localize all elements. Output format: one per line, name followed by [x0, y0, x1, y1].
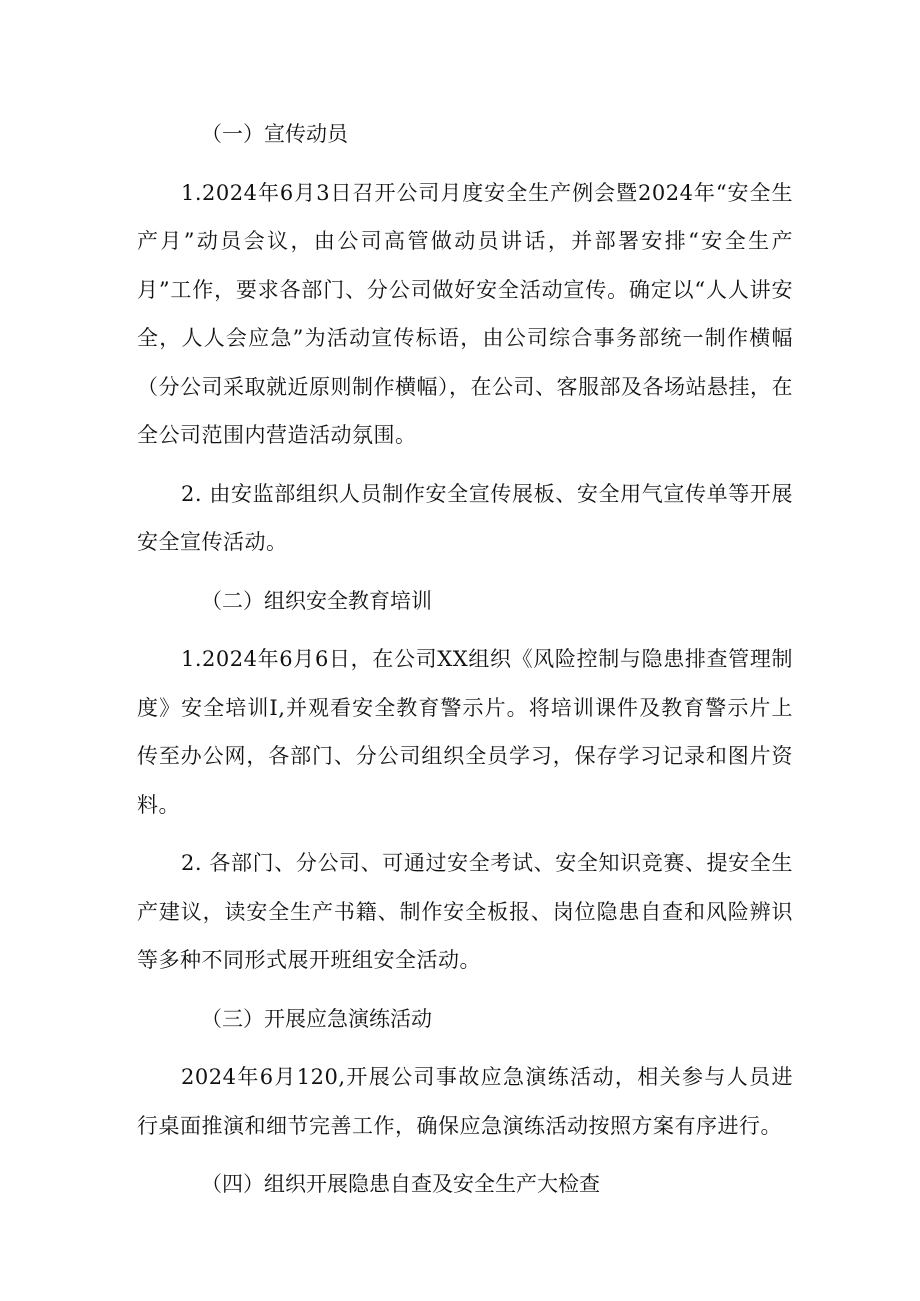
- section-heading-2: （二）组织安全教育培训: [201, 588, 432, 613]
- paragraph-2-2: 2. 各部门、分公司、可通过安全考试、安全知识竞赛、提安全生产建议，读安全生产书籍、制作安全板报、岗位隐患自查和风险辨识等多种不同形式展开班组安全活动。: [137, 851, 793, 972]
- section-heading-3: （三）开展应急演练活动: [201, 1006, 432, 1031]
- document-body: [137, 110, 793, 1219]
- section-heading-1: （一）宣传动员: [201, 122, 348, 146]
- paragraph-1-2: 2. 由安监部组织人员制作安全宣传展板、安全用气宣传单等开展安全宣传活动。: [137, 481, 793, 554]
- paragraph-1-1: 1.2024年6月3日召开公司月度安全生产例会暨2024年“安全生产月”动员会议，由公司高管做动员讲话，并部署安排“安全生产月”工作，要求各部门、分公司做好安全活动宣传。确定以“人人讲安全，人人会应急”为活动宣传标语，由公司综合事务部统一制作横幅（分公司采取就近原则制作横幅），在公司、客服部及各场站悬挂，在全公司范围内营造活动氛围。: [137, 180, 793, 447]
- section-heading-4: （四）组织开展隐患自查及安全生产大检查: [201, 1172, 600, 1196]
- paragraph-3-1: 2024年6月120,开展公司事故应急演练活动，相关参与人员进行桌面推演和细节完善工作，确保应急演练活动按照方案有序进行。: [137, 1065, 793, 1138]
- paragraph-2-1: 1.2024年6月6日，在公司XX组织《风险控制与隐患排查管理制度》安全培训I,并观看安全教育警示片。将培训课件及教育警示片上传至办公网，各部门、分公司组织全员学习，保存学习记录和图片资料。: [137, 647, 793, 817]
